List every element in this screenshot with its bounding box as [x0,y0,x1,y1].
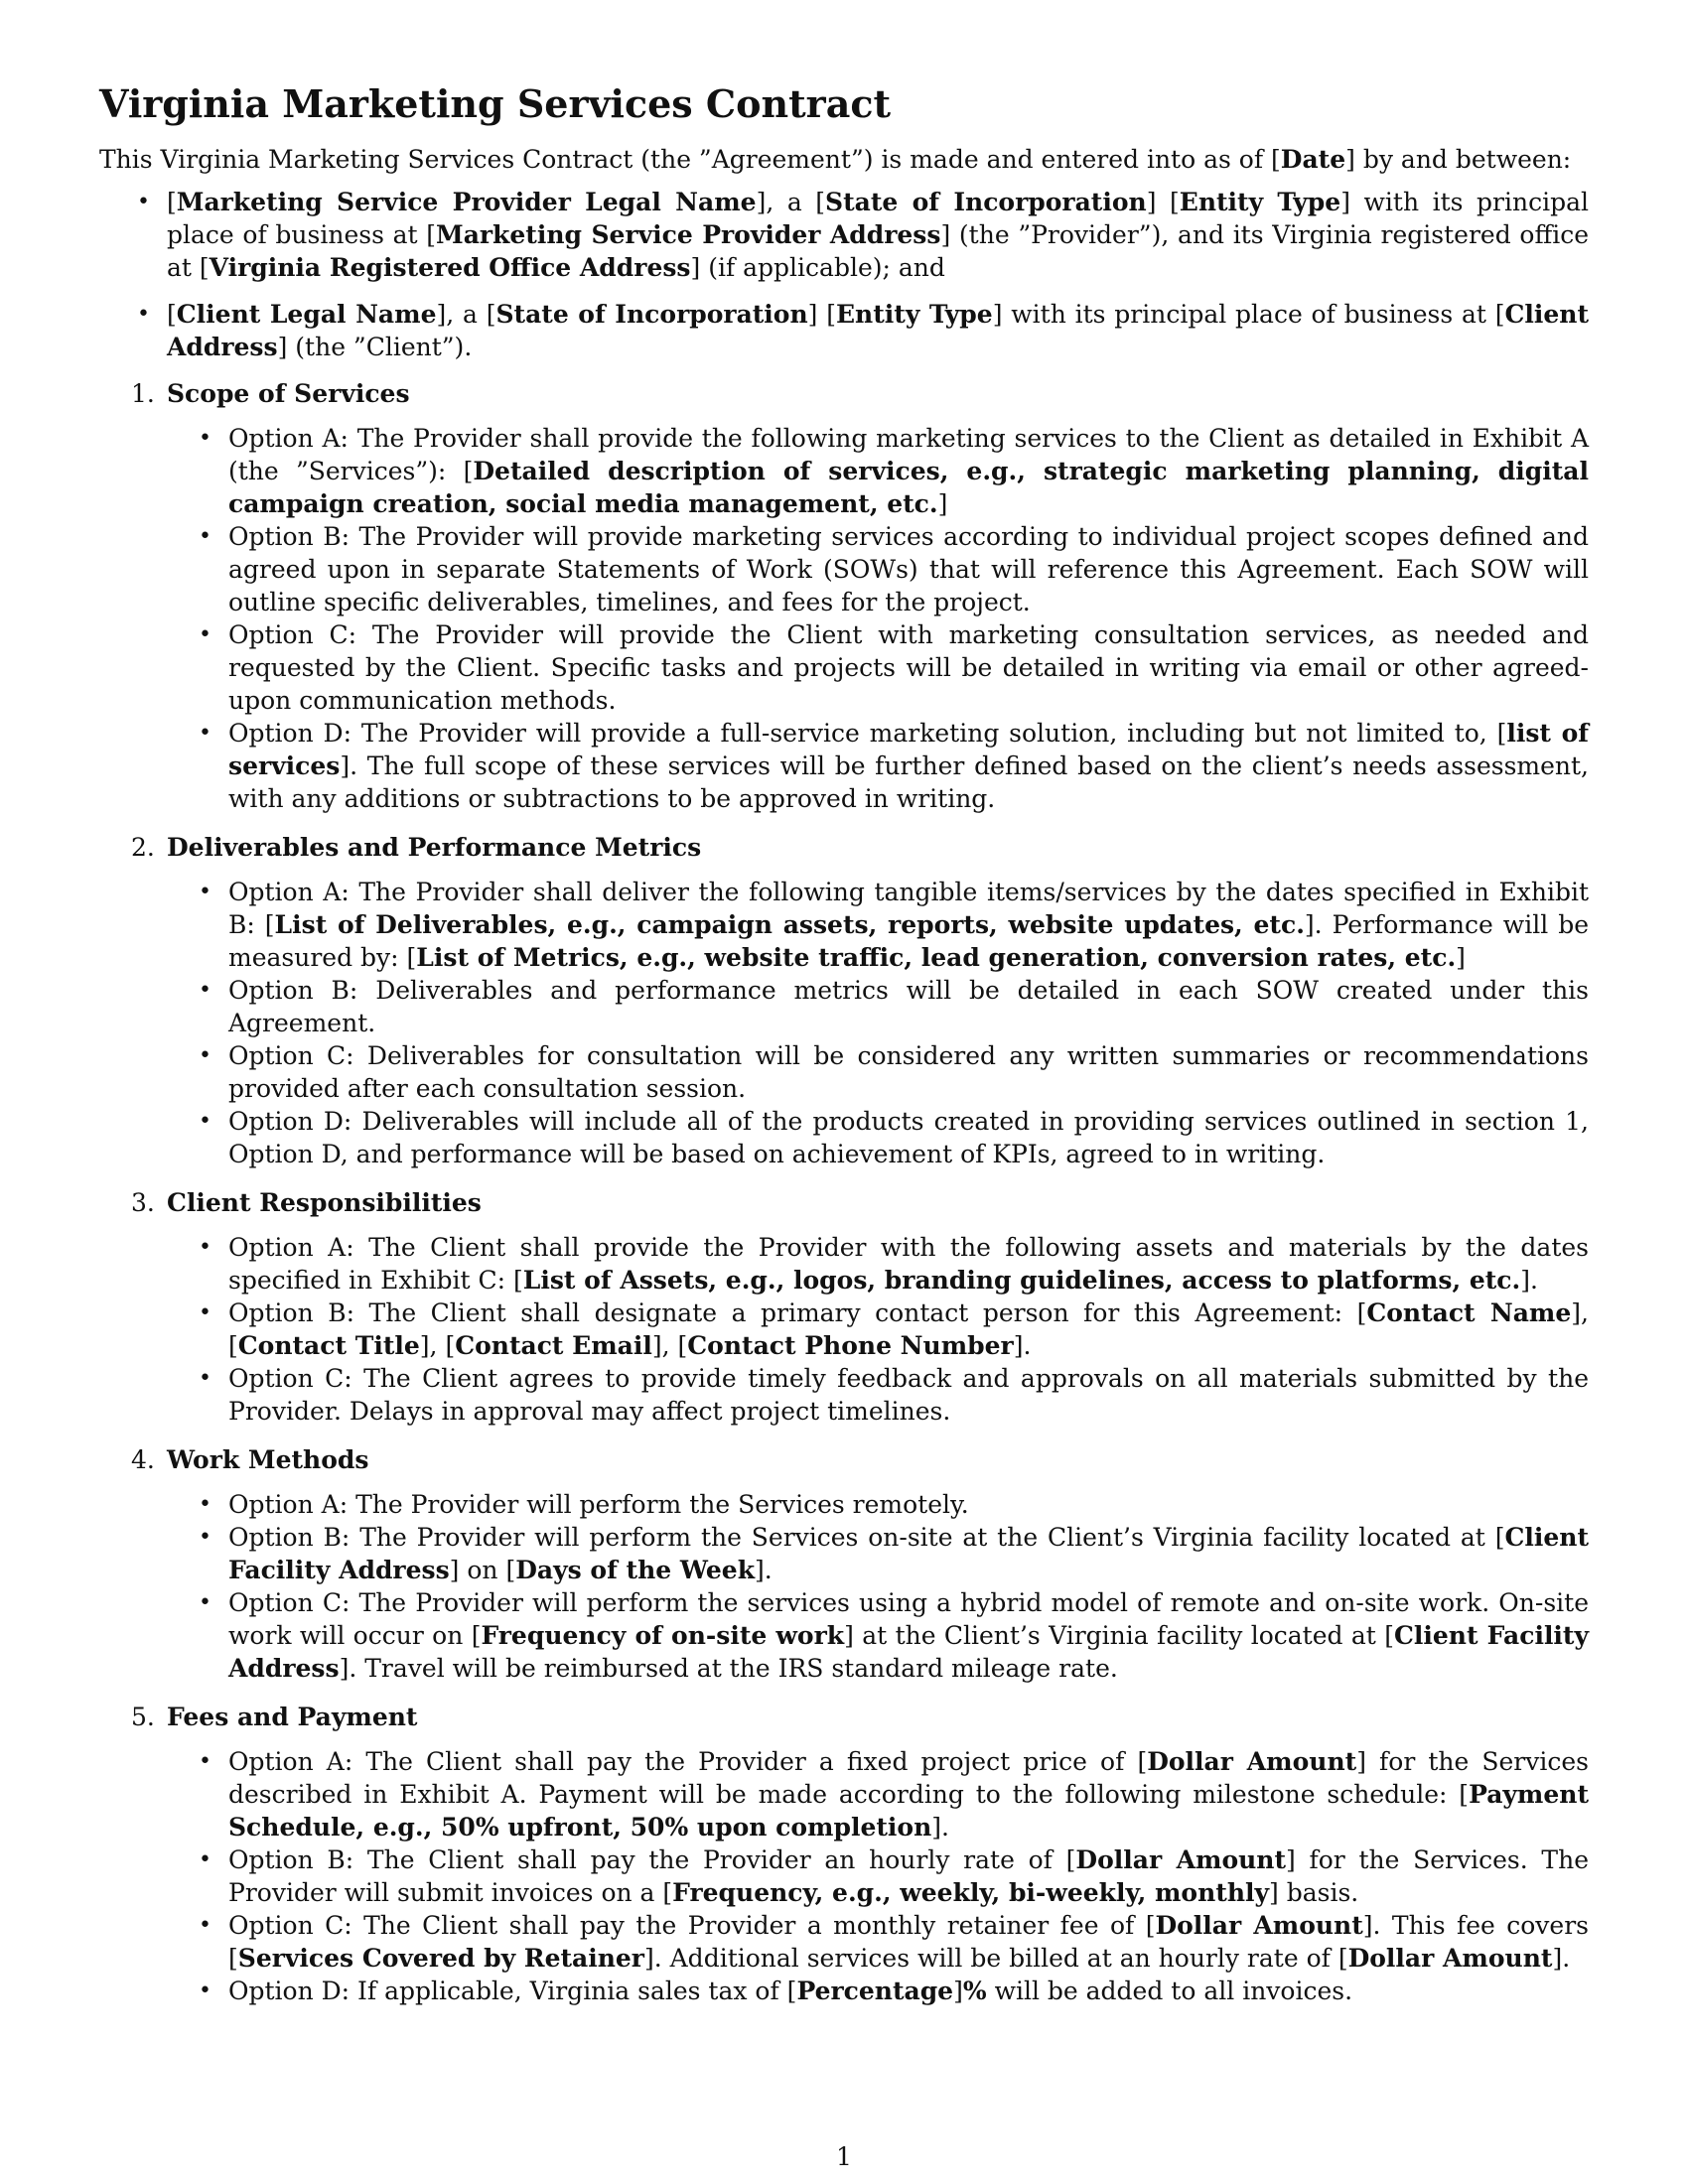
option-item [99,618,1589,717]
clause-text: ] at the Client’s Virginia facility located at [ [844,1621,1394,1650]
section [99,1701,1589,2007]
document-page [99,81,1589,2023]
document-title: Virginia Marketing Services Contract [99,81,892,126]
placeholder-field: Marketing Service Provider Legal Name [176,188,757,216]
clause-text: ] [ [1146,188,1180,216]
clause-text: ]. Additional services will be billed at an hourly rate of [ [643,1944,1348,1973]
clause-text: ] [953,1977,963,2005]
clause-text: ], [ [651,1331,688,1360]
option-item [99,422,1589,520]
clause-text: ] basis. [1269,1878,1359,1907]
clause-text: ]. Performance will be measured by: [ [228,910,1589,972]
clause-text: Option C: Deliverables for consultation will be considered any written summaries or recommendations provided after each consultation session. [228,1041,1589,1103]
clause-text: ], a [ [436,300,496,329]
placeholder-field: Client Address [167,300,1590,361]
placeholder-field: State of Incorporation [825,188,1147,216]
placeholder-field: List of Assets, e.g., logos, branding guidelines, access to platforms, etc. [522,1266,1521,1295]
clause-text: Option B: Deliverables and performance metrics will be detailed in each SOW created under this Agreement. [228,976,1589,1037]
placeholder-field: Payment Schedule, e.g., 50% upfront, 50% upon completion [228,1780,1589,1842]
clause-text: Option C: The Provider will perform the services using a hybrid model of remote and on-site work. On-site work will occur on [ [228,1588,1589,1650]
section-heading [99,1186,1589,1219]
section [99,1186,1589,1428]
clause-text: ] (the ”Provider”), and its Virginia registered office at [ [167,220,1589,282]
party-item [99,298,1589,363]
clause-text: ]. [931,1813,949,1842]
placeholder-field: Client Legal Name [176,300,437,329]
clause-text: Option A: The Provider shall provide the following marketing services to the Client as detailed in Exhibit A (the ”Services”): [ [228,424,1589,485]
placeholder-field: Dollar Amount [1347,1944,1553,1973]
intro-text: This Virginia Marketing Services Contract (the ”Agreement”) is made and entered into as of [ [99,145,1281,174]
clause-text: [ [167,300,177,329]
placeholder-field: State of Incorporation [495,300,808,329]
clause-text: ], [ [228,1298,1589,1360]
clause-text: Option D: Deliverables will include all of the products created in providing services outlined in section 1, Option D, and performance will be based on achievement of KPIs, agreed to in writing. [228,1107,1589,1168]
option-item [99,1488,1589,1521]
section-heading-text: Deliverables and Performance Metrics [167,833,702,862]
sections-list [99,377,1589,2007]
clause-text: [ [167,188,177,216]
intro-date-placeholder: Date [1280,145,1346,174]
clause-text: ] [1456,943,1466,972]
clause-text: ]. [1552,1944,1571,1973]
placeholder-field: Frequency, e.g., weekly, bi-weekly, monthly [672,1878,1270,1907]
options-list [99,1745,1589,2007]
section-number: 3. [131,1188,155,1217]
clause-text: Option C: The Client agrees to provide timely feedback and approvals on all materials submitted by the Provider. Delays in approval may affect project timelines. [228,1364,1589,1426]
clause-text: ] [937,489,948,518]
placeholder-field: Contact Email [455,1331,652,1360]
section-heading-text: Client Responsibilities [167,1188,482,1217]
option-item [99,1975,1589,2007]
placeholder-field: Client Facility Address [228,1523,1589,1584]
intro-text: ] by and between: [1345,145,1572,174]
clause-text: Option B: The Provider will provide marketing services according to individual project scopes defined and agreed upon in separate Statements of Work (SOWs) that will reference this Agreement. Each SOW will outline specific deliverables, timelines, and fees for the project. [228,522,1589,616]
option-item [99,1231,1589,1297]
option-item [99,974,1589,1039]
placeholder-field: Dollar Amount [1155,1911,1363,1940]
option-item [99,1745,1589,1843]
options-list [99,876,1589,1170]
section [99,1443,1589,1685]
clause-text: Option D: The Provider will provide a full-service marketing solution, including but not limited to, [ [228,719,1507,748]
option-item [99,1039,1589,1105]
clause-text: Option A: The Client shall pay the Provider a fixed project price of [ [228,1747,1148,1776]
option-item [99,1362,1589,1428]
placeholder-field: Contact Name [1366,1298,1572,1327]
clause-text: Option B: The Client shall pay the Provider an hourly rate of [ [228,1845,1076,1874]
clause-text: ] for the Services. The Provider will submit invoices on a [ [228,1845,1589,1907]
section-heading [99,831,1589,864]
placeholder-field: Client Facility Address [228,1621,1590,1683]
clause-text: Option C: The Provider will provide the Client with marketing consultation services, as needed and requested by the Client. Specific tasks and projects will be detailed in writing via email or other agreed-upon communication methods. [228,620,1589,715]
section [99,831,1589,1170]
clause-text: Option D: If applicable, Virginia sales tax of [ [228,1977,797,2005]
clause-text: ] on [ [449,1556,516,1584]
option-item [99,876,1589,974]
options-list [99,1488,1589,1685]
placeholder-field: Contact Title [237,1331,420,1360]
clause-text: Option A: The Provider will perform the Services remotely. [228,1490,969,1519]
section-heading [99,377,1589,410]
section-heading-text: Scope of Services [167,379,410,408]
placeholder-field: Dollar Amount [1075,1845,1287,1874]
clause-text: Option B: The Client shall designate a primary contact person for this Agreement: [ [228,1298,1367,1327]
placeholder-field: Services Covered by Retainer [237,1944,644,1973]
placeholder-field: Virginia Registered Office Address [209,253,691,282]
clause-text: Option C: The Client shall pay the Provider a monthly retainer fee of [ [228,1911,1156,1940]
section-number: 5. [131,1703,155,1731]
option-item [99,1105,1589,1170]
placeholder-field: Entity Type [836,300,993,329]
option-item [99,717,1589,815]
section-heading [99,1443,1589,1476]
clause-text: ], [ [419,1331,456,1360]
placeholder-field: Marketing Service Provider Address [436,220,941,249]
placeholder-field: Percentage [796,1977,954,2005]
placeholder-field: Detailed description of services, e.g., strategic marketing planning, digital campaign creation, social media management, etc. [228,457,1590,518]
placeholder-field: Entity Type [1179,188,1341,216]
placeholder-field: Days of the Week [515,1556,756,1584]
option-item [99,520,1589,618]
section-heading-text: Fees and Payment [167,1703,418,1731]
clause-text: ] [ [807,300,836,329]
options-list [99,1231,1589,1428]
section-number: 1. [131,379,155,408]
section-heading [99,1701,1589,1733]
clause-text: ]. [1520,1266,1538,1295]
placeholder-field: Contact Phone Number [687,1331,1014,1360]
placeholder-field: List of Deliverables, e.g., campaign assets, reports, website updates, etc. [274,910,1305,939]
option-item [99,1521,1589,1586]
clause-text: ]. Travel will be reimbursed at the IRS standard mileage rate. [339,1654,1118,1683]
placeholder-field: % [962,1977,987,2005]
section-number: 4. [131,1445,155,1474]
clause-text: ] for the Services described in Exhibit A. Payment will be made according to the following milestone schedule: [ [228,1747,1589,1809]
parties-list [99,186,1589,363]
section [99,377,1589,815]
clause-text: Option B: The Provider will perform the Services on-site at the Client’s Virginia facility located at [ [228,1523,1505,1552]
clause-text: will be added to all invoices. [986,1977,1353,2005]
clause-text: Option A: The Provider shall deliver the following tangible items/services by the dates specified in Exhibit B: [ [228,878,1589,939]
clause-text: ] (the ”Client”). [277,333,473,361]
option-item [99,1297,1589,1362]
clause-text: ] with its principal place of business at [ [167,188,1589,249]
clause-text: ]. This fee covers [ [228,1911,1589,1973]
placeholder-field: List of Metrics, e.g., website traffic, lead generation, conversion rates, etc. [416,943,1457,972]
section-heading-text: Work Methods [167,1445,369,1474]
placeholder-field: Frequency of on-site work [481,1621,845,1650]
clause-text: ] (if applicable); and [690,253,945,282]
options-list [99,422,1589,815]
clause-text: ], a [ [756,188,826,216]
placeholder-field: list of services [228,719,1590,780]
intro-paragraph [99,143,1589,176]
option-item [99,1586,1589,1685]
clause-text: ]. [755,1556,773,1584]
clause-text: Option A: The Client shall provide the Provider with the following assets and materials by the dates specified in Exhibit C: [ [228,1233,1589,1295]
party-item [99,186,1589,284]
option-item [99,1909,1589,1975]
clause-text: ]. [1013,1331,1032,1360]
clause-text: ]. The full scope of these services will be further defined based on the client’s needs assessment, with any additions or subtractions to be approved in writing. [228,751,1589,813]
page-number: 1 [836,2142,852,2171]
clause-text: ] with its principal place of business at [ [992,300,1505,329]
placeholder-field: Dollar Amount [1147,1747,1357,1776]
section-number: 2. [131,833,155,862]
option-item [99,1843,1589,1909]
